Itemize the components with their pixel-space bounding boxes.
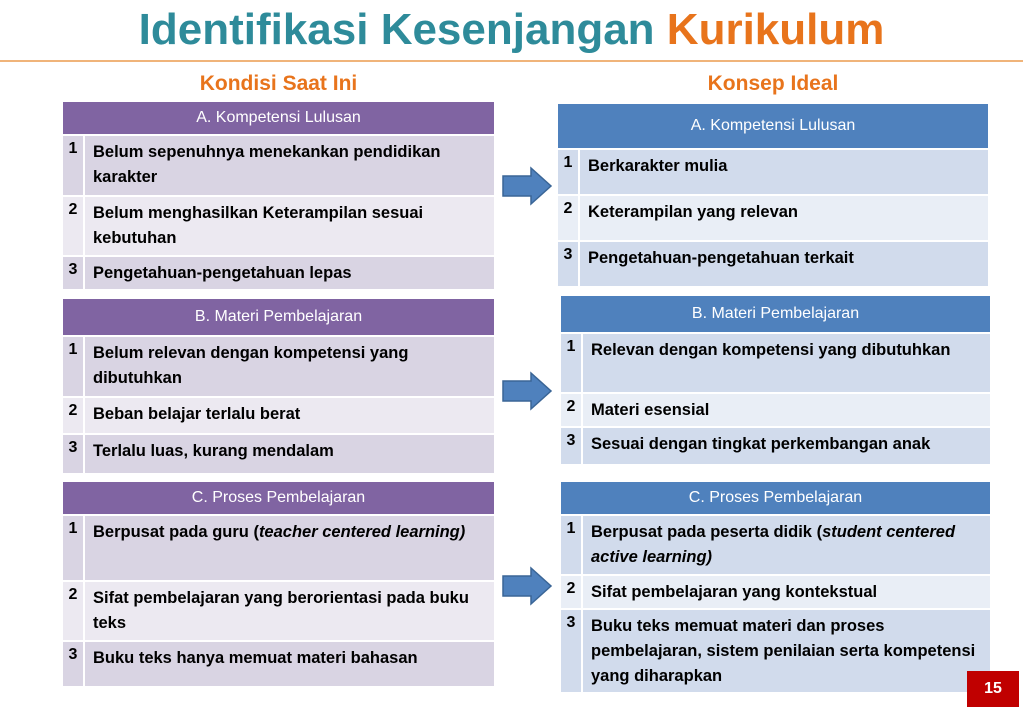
row-number: 3 — [63, 435, 85, 473]
left-table-competency — [63, 102, 494, 289]
row-number: 1 — [561, 334, 583, 392]
row-text: Terlalu luas, kurang mendalam — [93, 442, 334, 460]
table-row — [561, 426, 990, 464]
table-header: B. Materi Pembelajaran — [63, 299, 494, 335]
row-text: Beban belajar terlalu berat — [93, 405, 301, 423]
table-row — [63, 514, 494, 580]
row-text: Pengetahuan-pengetahuan lepas — [93, 264, 352, 282]
table-row — [63, 134, 494, 195]
row-text-italic: student centered active learning) — [591, 523, 956, 566]
row-number: 2 — [63, 398, 85, 433]
row-number: 3 — [63, 642, 85, 686]
row-text-plain: Berpusat pada guru ( — [93, 523, 259, 541]
table-header: A. Kompetensi Lulusan — [63, 102, 494, 134]
row-number: 3 — [561, 428, 583, 464]
table-header: C. Proses Pembelajaran — [63, 482, 494, 514]
table-row — [558, 148, 988, 194]
title-part-2: Kurikulum — [666, 5, 885, 54]
row-number: 3 — [63, 257, 85, 289]
right-table-process — [561, 482, 990, 692]
table-row — [63, 640, 494, 686]
page-number-badge: 15 — [967, 671, 1019, 707]
row-text-italic: teacher centered learning) — [258, 523, 466, 541]
row-text: Sifat pembelajaran yang kontekstual — [591, 583, 878, 601]
row-text: Relevan dengan kompetensi yang dibutuhkan — [591, 341, 951, 359]
row-text: Sesuai dengan tingkat perkembangan anak — [591, 435, 931, 453]
row-text: Buku teks memuat materi dan proses pembelajaran, sistem penilaian serta kompetensi yang diharapkan — [591, 617, 976, 685]
row-text: Pengetahuan-pengetahuan terkait — [588, 249, 854, 267]
row-number: 2 — [558, 196, 580, 240]
row-text: Keterampilan yang relevan — [588, 203, 799, 221]
table-row — [561, 574, 990, 608]
table-row — [561, 608, 990, 692]
table-row — [558, 240, 988, 286]
row-number: 2 — [63, 582, 85, 640]
row-number: 1 — [561, 516, 583, 574]
row-text: Berkarakter mulia — [588, 157, 728, 175]
row-text: Materi esensial — [591, 401, 710, 419]
table-row — [63, 580, 494, 640]
row-text — [85, 516, 494, 580]
right-table-competency — [558, 104, 988, 286]
row-text: Sifat pembelajaran yang berorientasi pada buku teks — [93, 589, 469, 632]
right-arrow-icon — [501, 566, 553, 606]
title-divider — [0, 60, 1023, 62]
table-row — [561, 514, 990, 574]
row-text: Buku teks hanya memuat materi bahasan — [93, 649, 418, 667]
title-part-1: Identifikasi Kesenjangan — [138, 5, 655, 54]
table-row — [561, 392, 990, 426]
row-number: 2 — [561, 576, 583, 608]
table-row — [561, 332, 990, 392]
row-number: 2 — [561, 394, 583, 426]
table-row — [63, 433, 494, 473]
table-row — [63, 335, 494, 396]
right-table-material — [561, 296, 990, 464]
row-text: Belum menghasilkan Keterampilan sesuai kebutuhan — [93, 204, 424, 247]
row-text-plain: Berpusat pada peserta didik ( — [591, 523, 823, 541]
table-header: A. Kompetensi Lulusan — [558, 104, 988, 148]
left-table-process — [63, 482, 494, 686]
row-text: Belum sepenuhnya menekankan pendidikan karakter — [93, 143, 441, 186]
row-text: Belum relevan dengan kompetensi yang dibutuhkan — [93, 344, 409, 387]
row-number: 1 — [63, 337, 85, 396]
row-number: 1 — [63, 516, 85, 580]
slide-title — [0, 2, 1023, 58]
table-row — [63, 195, 494, 255]
left-table-material — [63, 299, 494, 473]
table-row — [63, 396, 494, 433]
column-heading-right: Konsep Ideal — [707, 72, 839, 95]
row-number: 3 — [558, 242, 580, 286]
table-header: C. Proses Pembelajaran — [561, 482, 990, 514]
table-row — [558, 194, 988, 240]
row-number: 3 — [561, 610, 583, 692]
row-number: 1 — [558, 150, 580, 194]
row-text — [583, 516, 990, 574]
row-number: 2 — [63, 197, 85, 255]
table-header: B. Materi Pembelajaran — [561, 296, 990, 332]
right-arrow-icon — [501, 166, 553, 206]
table-row — [63, 255, 494, 289]
right-arrow-icon — [501, 371, 553, 411]
column-heading-left: Kondisi Saat Ini — [199, 72, 358, 95]
row-number: 1 — [63, 136, 85, 195]
